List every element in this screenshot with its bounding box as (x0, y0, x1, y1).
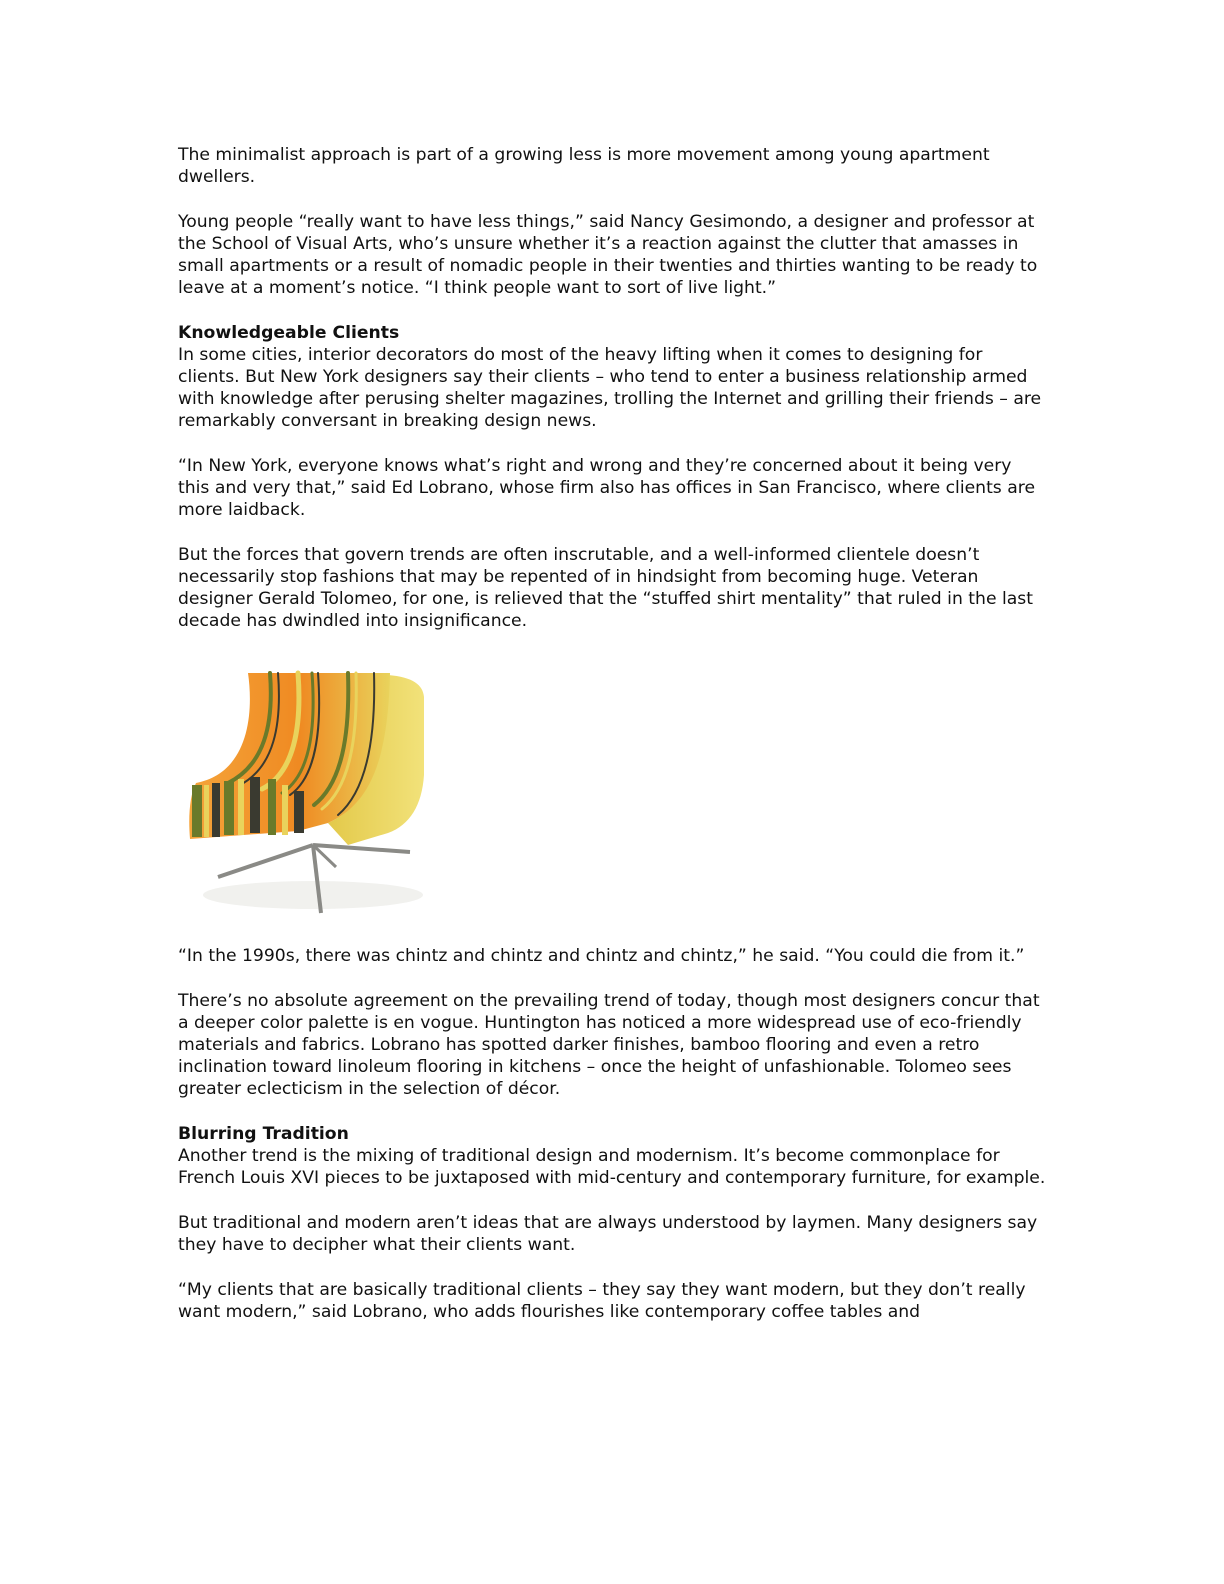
section-knowledgeable-clients (178, 322, 1046, 632)
paragraph: The minimalist approach is part of a growing less is more movement among young apartment dwellers. (178, 145, 990, 187)
striped-chair-image (178, 655, 432, 925)
paragraph: “My clients that are basically traditional clients – they say they want modern, but they don’t really want modern,” said Lobrano, who adds flourishes like contemporary coffee tables and (178, 1280, 1026, 1322)
paragraph: There’s no absolute agreement on the prevailing trend of today, though most designers concur that a deeper color palette is en vogue. Huntington has noticed a more widespread use of eco-friendly materials and fabrics. Lobrano has spotted darker finishes, bamboo flooring and even a retro inclination toward linoleum flooring in kitchens – once the height of unfashionable. Tolomeo sees greater eclecticism in the selection of décor. (178, 991, 1040, 1099)
section-heading: Knowledgeable Clients (178, 323, 400, 343)
paragraph: But the forces that govern trends are often inscrutable, and a well-informed clientele doesn’t necessarily stop fashions that may be repented of in hindsight from becoming huge. Veteran designer Gerald Tolomeo, for one, is relieved that the “stuffed shirt mentality” that ruled in the last decade has dwindled into insignificance. (178, 545, 1033, 631)
paragraph: Young people “really want to have less things,” said Nancy Gesimondo, a designer and professor at the School of Visual Arts, who’s unsure whether it’s a reaction against the clutter that amasses in small apartments or a result of nomadic people in their twenties and thirties wanting to be ready to leave at a moment’s notice. “I think people want to sort of live light.” (178, 212, 1038, 298)
section-heading: Blurring Tradition (178, 1124, 349, 1144)
paragraph: Another trend is the mixing of traditional design and modernism. It’s become commonplace for French Louis XVI pieces to be juxtaposed with mid-century and contemporary furniture, for example. (178, 1146, 1046, 1188)
paragraph: “In New York, everyone knows what’s right and wrong and they’re concerned about it being very this and very that,” said Ed Lobrano, whose firm also has offices in San Francisco, where clients are more laidback. (178, 456, 1036, 520)
document-page (178, 144, 1046, 1346)
section-blurring-tradition (178, 1123, 1046, 1323)
paragraph: “In the 1990s, there was chintz and chintz and chintz and chintz,” he said. “You could die from it.” (178, 946, 1025, 966)
paragraph: But traditional and modern aren’t ideas that are always understood by laymen. Many designers say they have to decipher what their clients want. (178, 1213, 1038, 1255)
section-continued (178, 945, 1046, 1100)
paragraph: In some cities, interior decorators do most of the heavy lifting when it comes to designing for clients. But New York designers say their clients – who tend to enter a business relationship armed with knowledge after perusing shelter magazines, trolling the Internet and grilling their friends – are remarkably conversant in breaking design news. (178, 345, 1042, 431)
